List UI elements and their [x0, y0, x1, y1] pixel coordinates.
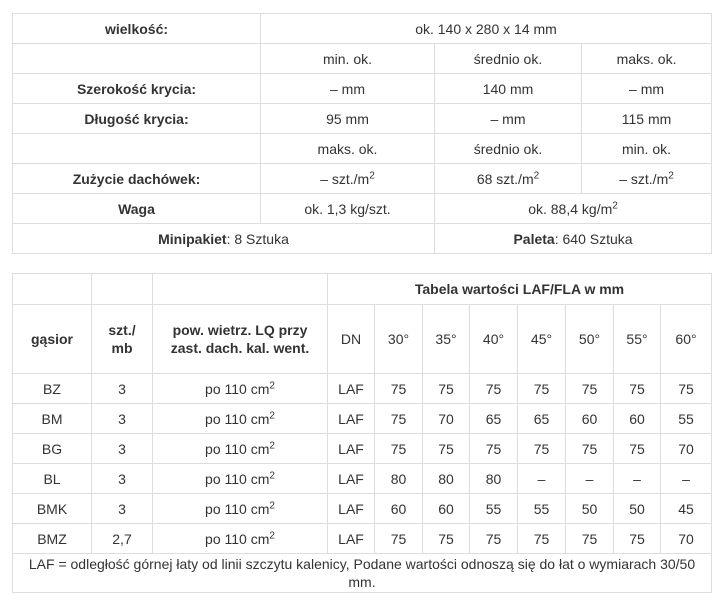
laf-value: 75: [614, 434, 661, 464]
laf-value: 80: [375, 464, 423, 494]
ridge-tile-name: BZ: [13, 374, 92, 404]
laf-value: 75: [518, 524, 566, 554]
laf-title-row: [13, 274, 712, 305]
pallet-cell: [435, 224, 712, 254]
ventilation-area: [153, 464, 328, 494]
pieces-per-meter: 3: [92, 404, 153, 434]
laf-value: 75: [661, 374, 712, 404]
dn-value: LAF: [328, 524, 375, 554]
table-row: [13, 374, 712, 404]
weight-per-piece: ok. 1,3 kg/szt.: [261, 194, 435, 224]
laf-value: 50: [566, 494, 614, 524]
laf-rows: [13, 374, 712, 554]
laf-value: 80: [423, 464, 470, 494]
laf-value: 75: [375, 434, 423, 464]
laf-value: 60: [566, 404, 614, 434]
header-angle-45: 45°: [518, 305, 566, 374]
product-specs-table: [12, 13, 712, 254]
pieces-per-meter: 3: [92, 374, 153, 404]
pieces-per-meter: 3: [92, 434, 153, 464]
tile-usage-avg-value: 68 szt./m: [476, 170, 534, 187]
superscript: 2: [269, 469, 275, 481]
laf-value: 50: [614, 494, 661, 524]
laf-value: 75: [566, 374, 614, 404]
laf-value: 75: [518, 434, 566, 464]
laf-value: 55: [470, 494, 518, 524]
packaging-row: [13, 224, 712, 254]
coverage-width-avg: 140 mm: [435, 74, 582, 104]
ridge-tile-name: BM: [13, 404, 92, 434]
superscript: 2: [533, 169, 540, 181]
minipack-value: : 8 Sztuka: [226, 230, 289, 247]
laf-value: 75: [614, 524, 661, 554]
minipack-cell: [13, 224, 435, 254]
laf-value: 65: [518, 404, 566, 434]
tile-usage-avg: [435, 164, 582, 194]
header-row-max-avg-min: [13, 134, 712, 164]
coverage-width-label: Szerokość krycia:: [13, 74, 261, 104]
laf-value: 55: [518, 494, 566, 524]
dn-value: LAF: [328, 404, 375, 434]
laf-value: 75: [423, 374, 470, 404]
laf-value: 75: [375, 524, 423, 554]
pieces-per-meter: 3: [92, 464, 153, 494]
laf-value: 75: [470, 434, 518, 464]
superscript: 2: [269, 409, 275, 421]
ventilation-area-value: po 110 cm: [205, 500, 270, 517]
header-min: min. ok.: [582, 134, 712, 164]
header-pieces-per-meter: szt./ mb: [92, 305, 153, 374]
laf-value: 75: [375, 374, 423, 404]
ventilation-area: [153, 494, 328, 524]
dn-value: LAF: [328, 464, 375, 494]
ventilation-area-value: po 110 cm: [205, 380, 270, 397]
laf-value: 75: [518, 374, 566, 404]
tile-usage-label: Zużycie dachówek:: [13, 164, 261, 194]
tile-usage-min: [582, 164, 712, 194]
footnote: LAF = odległość górnej łaty od linii szczytu kalenicy, Podane wartości odnoszą się do łat o wymiarach 30/50 mm.: [13, 554, 712, 593]
header-min: min. ok.: [261, 44, 435, 74]
weight-row: [13, 194, 712, 224]
dn-value: LAF: [328, 374, 375, 404]
header-angle-30: 30°: [375, 305, 423, 374]
header-avg: średnio ok.: [435, 134, 582, 164]
superscript: 2: [369, 169, 375, 181]
table-row: [13, 434, 712, 464]
coverage-length-row: [13, 104, 712, 134]
ridge-tile-name: BG: [13, 434, 92, 464]
tile-usage-max-value: – szt./m: [320, 170, 370, 187]
ridge-tile-name: BL: [13, 464, 92, 494]
superscript: 2: [269, 499, 275, 511]
laf-value: 75: [566, 434, 614, 464]
coverage-length-label: Długość krycia:: [13, 104, 261, 134]
coverage-width-min: – mm: [261, 74, 435, 104]
laf-value: –: [518, 464, 566, 494]
header-ventilation-area: pow. wietrz. LQ przy zast. dach. kal. went.: [153, 305, 328, 374]
laf-value: 70: [423, 404, 470, 434]
laf-value: 70: [661, 434, 712, 464]
size-value: ok. 140 x 280 x 14 mm: [261, 14, 712, 44]
superscript: 2: [668, 169, 674, 181]
laf-value: 65: [470, 404, 518, 434]
laf-value: 45: [661, 494, 712, 524]
laf-value: 70: [661, 524, 712, 554]
table-row: [13, 404, 712, 434]
ridge-tile-name: BMK: [13, 494, 92, 524]
laf-value: 75: [470, 524, 518, 554]
superscript: 2: [269, 379, 275, 391]
header-max: maks. ok.: [582, 44, 712, 74]
laf-value: –: [614, 464, 661, 494]
coverage-length-max: 115 mm: [582, 104, 712, 134]
tile-usage-max: [261, 164, 435, 194]
pallet-label: Paleta: [513, 230, 555, 247]
weight-per-m2: [435, 194, 712, 224]
ventilation-area-value: po 110 cm: [205, 470, 270, 487]
empty-cell: [13, 274, 92, 305]
ventilation-area: [153, 404, 328, 434]
header-dn: DN: [328, 305, 375, 374]
tile-usage-row: [13, 164, 712, 194]
header-angle-35: 35°: [423, 305, 470, 374]
header-angle-40: 40°: [470, 305, 518, 374]
laf-value: –: [661, 464, 712, 494]
weight-label: Waga: [13, 194, 261, 224]
table-row: [13, 494, 712, 524]
size-row: [13, 14, 712, 44]
coverage-length-avg: – mm: [435, 104, 582, 134]
laf-value: 75: [566, 524, 614, 554]
pallet-value: : 640 Sztuka: [554, 230, 633, 247]
laf-value: 80: [470, 464, 518, 494]
laf-value: 75: [375, 404, 423, 434]
table-row: [13, 524, 712, 554]
dn-value: LAF: [328, 434, 375, 464]
header-angle-50: 50°: [566, 305, 614, 374]
laf-value: 75: [470, 374, 518, 404]
header-row-min-avg-max: [13, 44, 712, 74]
weight-per-m2-value: ok. 88,4 kg/m: [528, 200, 613, 217]
size-label: wielkość:: [13, 14, 261, 44]
laf-value: 55: [661, 404, 712, 434]
header-max: maks. ok.: [261, 134, 435, 164]
empty-cell: [13, 134, 261, 164]
laf-value: 60: [375, 494, 423, 524]
pieces-per-meter: 2,7: [92, 524, 153, 554]
superscript: 2: [269, 439, 275, 451]
ventilation-area: [153, 524, 328, 554]
minipack-label: Minipakiet: [158, 230, 227, 247]
coverage-length-min: 95 mm: [261, 104, 435, 134]
ventilation-area-value: po 110 cm: [205, 530, 270, 547]
laf-value: 75: [423, 434, 470, 464]
empty-cell: [13, 44, 261, 74]
empty-cell: [153, 274, 328, 305]
coverage-width-max: – mm: [582, 74, 712, 104]
ridge-tile-name: BMZ: [13, 524, 92, 554]
laf-header-row: [13, 305, 712, 374]
ventilation-area: [153, 434, 328, 464]
laf-table-title: Tabela wartości LAF/FLA w mm: [328, 274, 712, 305]
pieces-per-meter: 3: [92, 494, 153, 524]
tile-usage-min-value: – szt./m: [619, 170, 669, 187]
laf-values-table: [12, 273, 712, 593]
coverage-width-row: [13, 74, 712, 104]
laf-value: 60: [423, 494, 470, 524]
superscript: 2: [612, 199, 618, 211]
laf-value: 75: [423, 524, 470, 554]
superscript: 2: [269, 529, 275, 541]
laf-value: 75: [614, 374, 661, 404]
footnote-row: [13, 554, 712, 593]
laf-value: –: [566, 464, 614, 494]
header-avg: średnio ok.: [435, 44, 582, 74]
laf-value: 60: [614, 404, 661, 434]
table-row: [13, 464, 712, 494]
ventilation-area-value: po 110 cm: [205, 440, 270, 457]
ventilation-area: [153, 374, 328, 404]
header-angle-55: 55°: [614, 305, 661, 374]
header-gasior: gąsior: [13, 305, 92, 374]
ventilation-area-value: po 110 cm: [205, 410, 270, 427]
empty-cell: [92, 274, 153, 305]
dn-value: LAF: [328, 494, 375, 524]
header-angle-60: 60°: [661, 305, 712, 374]
